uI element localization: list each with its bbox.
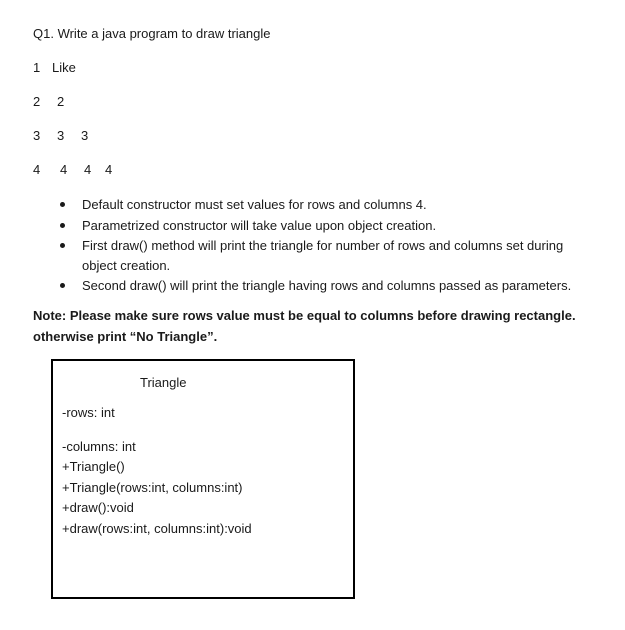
uml-member: +Triangle() <box>62 459 125 474</box>
list-item <box>58 236 618 275</box>
uml-member: +Triangle(rows:int, columns:int) <box>62 480 243 495</box>
list-item <box>58 195 618 215</box>
uml-member: +draw(rows:int, columns:int):void <box>62 521 252 536</box>
uml-member: -columns: int <box>62 439 136 454</box>
triangle-number: Like <box>52 60 76 75</box>
bullet-icon <box>60 283 65 288</box>
question-title: Q1. Write a java program to draw triangle <box>33 26 271 41</box>
triangle-number: 2 <box>33 94 41 109</box>
bullet-icon <box>60 223 65 228</box>
requirement-text: Second draw() will print the triangle having rows and columns passed as parameters. <box>82 278 572 293</box>
requirement-text: First draw() method will print the triangle for number of rows and columns set during object creation. <box>82 238 564 273</box>
uml-attribute-rows: -rows: int <box>62 405 115 420</box>
triangle-number: 4 <box>105 162 113 177</box>
bullet-icon <box>60 202 65 207</box>
bullet-icon <box>60 243 65 248</box>
requirements-list <box>58 195 618 297</box>
triangle-number: 4 <box>60 162 68 177</box>
note-line-2: otherwise print “No Triangle”. <box>33 329 218 344</box>
note-line-1: Note: Please make sure rows value must be equal to columns before drawing rectangle. <box>33 308 576 323</box>
requirement-text: Default constructor must set values for rows and columns 4. <box>82 197 427 212</box>
triangle-number: 4 <box>84 162 92 177</box>
triangle-number: 1 <box>33 60 41 75</box>
list-item <box>58 276 618 296</box>
uml-member: +draw():void <box>62 500 134 515</box>
uml-class-diagram <box>51 359 355 599</box>
note-block <box>33 305 593 347</box>
requirement-text: Parametrized constructor will take value upon object creation. <box>82 217 437 233</box>
triangle-number: 3 <box>57 128 65 143</box>
triangle-number: 4 <box>33 162 41 177</box>
list-item <box>58 216 618 236</box>
triangle-number: 2 <box>57 94 65 109</box>
uml-class-name: Triangle <box>140 375 187 390</box>
triangle-number: 3 <box>33 128 41 143</box>
triangle-number: 3 <box>81 128 89 143</box>
